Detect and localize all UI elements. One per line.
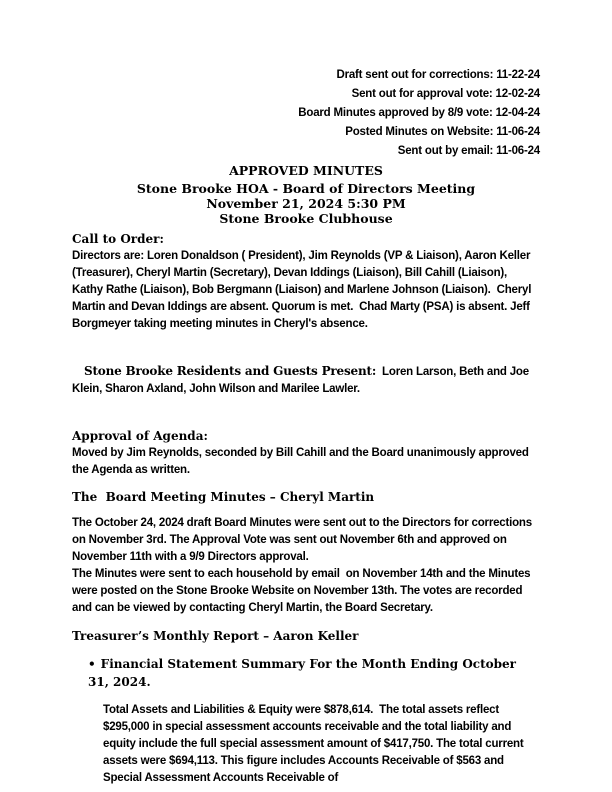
financial-summary-heading: Financial Statement Summary For the Month Ending October 31, 2024. xyxy=(88,657,516,689)
revision-dates-block xyxy=(72,66,540,161)
revision-date-line: Board Minutes approved by 8/9 vote: 12-04-24 xyxy=(298,107,540,119)
agenda-approval-body: Moved by Jim Reynolds, seconded by Bill Cahill and the Board unanimously approved the Agenda as written. xyxy=(72,447,532,476)
agenda-approval-heading: Approval of Agenda: xyxy=(72,429,208,443)
section-board-minutes xyxy=(72,488,540,617)
approved-minutes-label: APPROVED MINUTES xyxy=(229,163,383,178)
board-minutes-heading: The Board Meeting Minutes – Cheryl Martin xyxy=(72,490,375,504)
meeting-title: Stone Brooke HOA - Board of Directors Meeting xyxy=(136,181,476,196)
board-minutes-paragraph-1: The October 24, 2024 draft Board Minutes were sent out to the Directors for corrections on November 3rd. The Approval Vote was sent out November 6th and approved on November 11th with a 9/9 Directors approval. xyxy=(72,517,535,563)
call-to-order-body: Directors are: Loren Donaldson ( President), Jim Reynolds (VP & Liaison), Aaron Keller (Treasurer), Cheryl Martin (Secretary), Devan Iddings (Liaison), Bill Cahill (Liaison), Kathy Rathe (Liaison), Bob Bergmann (Liaison) and Marlene Johnson (Liaison). Cheryl Martin and Devan Iddings are absent. Quorum is met. Chad Marty (PSA) is absent. Jeff Borgmeyer taking meeting minutes in Cheryl's absence. xyxy=(72,250,535,330)
meeting-location: Stone Brooke Clubhouse xyxy=(219,211,393,226)
revision-date-line: Sent out for approval vote: 12-02-24 xyxy=(351,88,540,100)
call-to-order-heading: Call to Order: xyxy=(72,232,164,246)
section-call-to-order xyxy=(72,230,540,333)
bullet-icon: • xyxy=(88,657,96,671)
revision-date-line: Draft sent out for corrections: 11-22-24 xyxy=(336,69,540,81)
revision-date-line: Sent out by email: 11-06-24 xyxy=(397,145,540,157)
residents-guests-body: Loren Larson, Beth and Joe Klein, Sharon Axland, John Wilson and Marilee Lawler. xyxy=(72,366,532,395)
treasurer-report-heading: Treasurer’s Monthly Report – Aaron Keller xyxy=(72,629,359,643)
residents-guests-heading: Stone Brooke Residents and Guests Present: xyxy=(83,364,377,378)
section-agenda-approval xyxy=(72,427,540,479)
section-residents-guests xyxy=(72,346,540,415)
section-treasurer-report xyxy=(72,627,540,787)
board-minutes-paragraph-2: The Minutes were sent to each household by email on November 14th and the Minutes were posted on the Stone Brooke Website on November 13th. The votes are recorded and can be viewed by contacting Cheryl Martin, the Board Secretary. xyxy=(72,568,534,614)
financial-summary-bullet xyxy=(72,655,540,691)
financial-summary-body: Total Assets and Liabilities & Equity were $878,614. The total assets reflect $295,000 in special assessment accounts receivable and the total liability and equity include the full special assessment amount of $417,750. The total current assets were $694,113. This figure includes Accounts Receivable of $563 and Special Assessment Accounts Receivable of xyxy=(103,704,527,784)
meeting-title-block xyxy=(72,181,540,226)
meeting-datetime: November 21, 2024 5:30 PM xyxy=(206,196,406,211)
revision-date-line: Posted Minutes on Website: 11-06-24 xyxy=(345,126,540,138)
